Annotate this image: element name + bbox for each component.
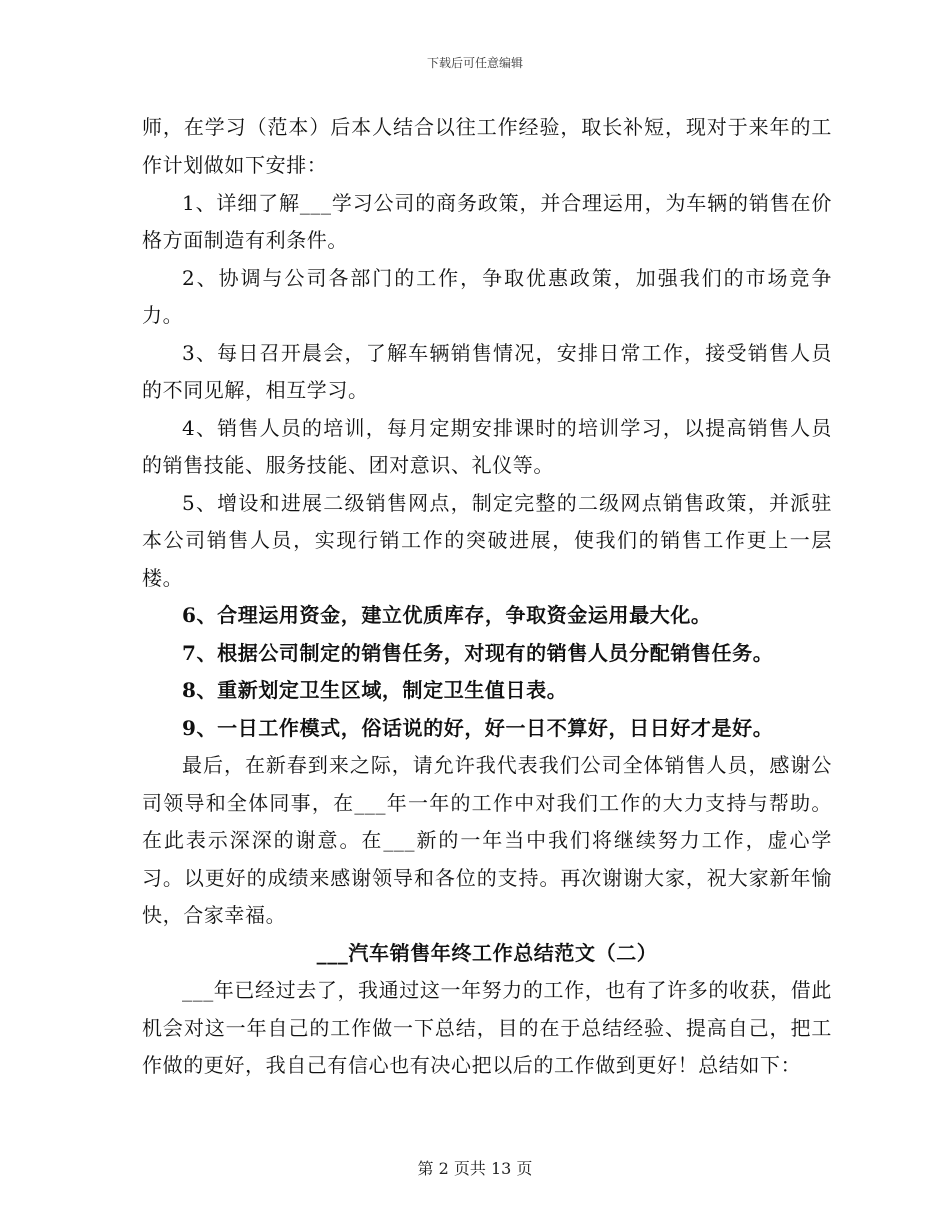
section-title: ___汽车销售年终工作总结范文（二）	[316, 940, 658, 965]
paragraph-intro-continuation: 师，在学习（范本）后本人结合以往工作经验，取长补短，现对于来年的工作计划做如下安排：	[142, 115, 832, 177]
paragraph-item-2: 2、协调与公司各部门的工作，争取优惠政策，加强我们的市场竞争力。	[142, 265, 832, 327]
paragraph-item-1: 1、详细了解___学习公司的商务政策，并合理运用，为车辆的销售在价格方面制造有利条件。	[142, 190, 832, 252]
paragraph-item-3: 3、每日召开晨会，了解车辆销售情况，安排日常工作，接受销售人员的不同见解，相互学习。	[142, 340, 832, 402]
document-body	[142, 109, 832, 1085]
paragraph-item-9: 9、一日工作模式，俗话说的好，好一日不算好，日日好才是好。	[182, 715, 774, 740]
paragraph-summary-intro: ___年已经过去了，我通过这一年努力的工作，也有了许多的收获，借此机会对这一年自己的工作做一下总结，目的在于总结经验、提高自己，把工作做的更好，我自己有信心也有决心把以后的工作做到更好！总结如下：	[142, 978, 832, 1077]
paragraph-item-8: 8、重新划定卫生区域，制定卫生值日表。	[182, 678, 568, 702]
paragraph-item-4: 4、销售人员的培训，每月定期安排课时的培训学习，以提高销售人员的销售技能、服务技能、团对意识、礼仪等。	[142, 415, 832, 477]
page-header: 下载后可任意编辑	[426, 56, 523, 70]
page-footer: 第 2 页共 13 页	[417, 1159, 533, 1178]
paragraph-closing: 最后，在新春到来之际，请允许我代表我们公司全体销售人员，感谢公司领导和全体同事，在___年一年的工作中对我们工作的大力支持与帮助。在此表示深深的谢意。在___新的一年当中我们将继续努力工作，虚心学习。以更好的成绩来感谢领导和各位的支持。再次谢谢大家，祝大家新年愉快，合家幸福。	[142, 753, 832, 927]
paragraph-item-5: 5、增设和进展二级销售网点，制定完整的二级网点销售政策，并派驻本公司销售人员，实现行销工作的突破进展，使我们的销售工作更上一层楼。	[142, 490, 832, 590]
paragraph-item-6: 6、合理运用资金，建立优质库存，争取资金运用最大化。	[182, 603, 712, 627]
paragraph-item-7: 7、根据公司制定的销售任务，对现有的销售人员分配销售任务。	[182, 640, 774, 665]
